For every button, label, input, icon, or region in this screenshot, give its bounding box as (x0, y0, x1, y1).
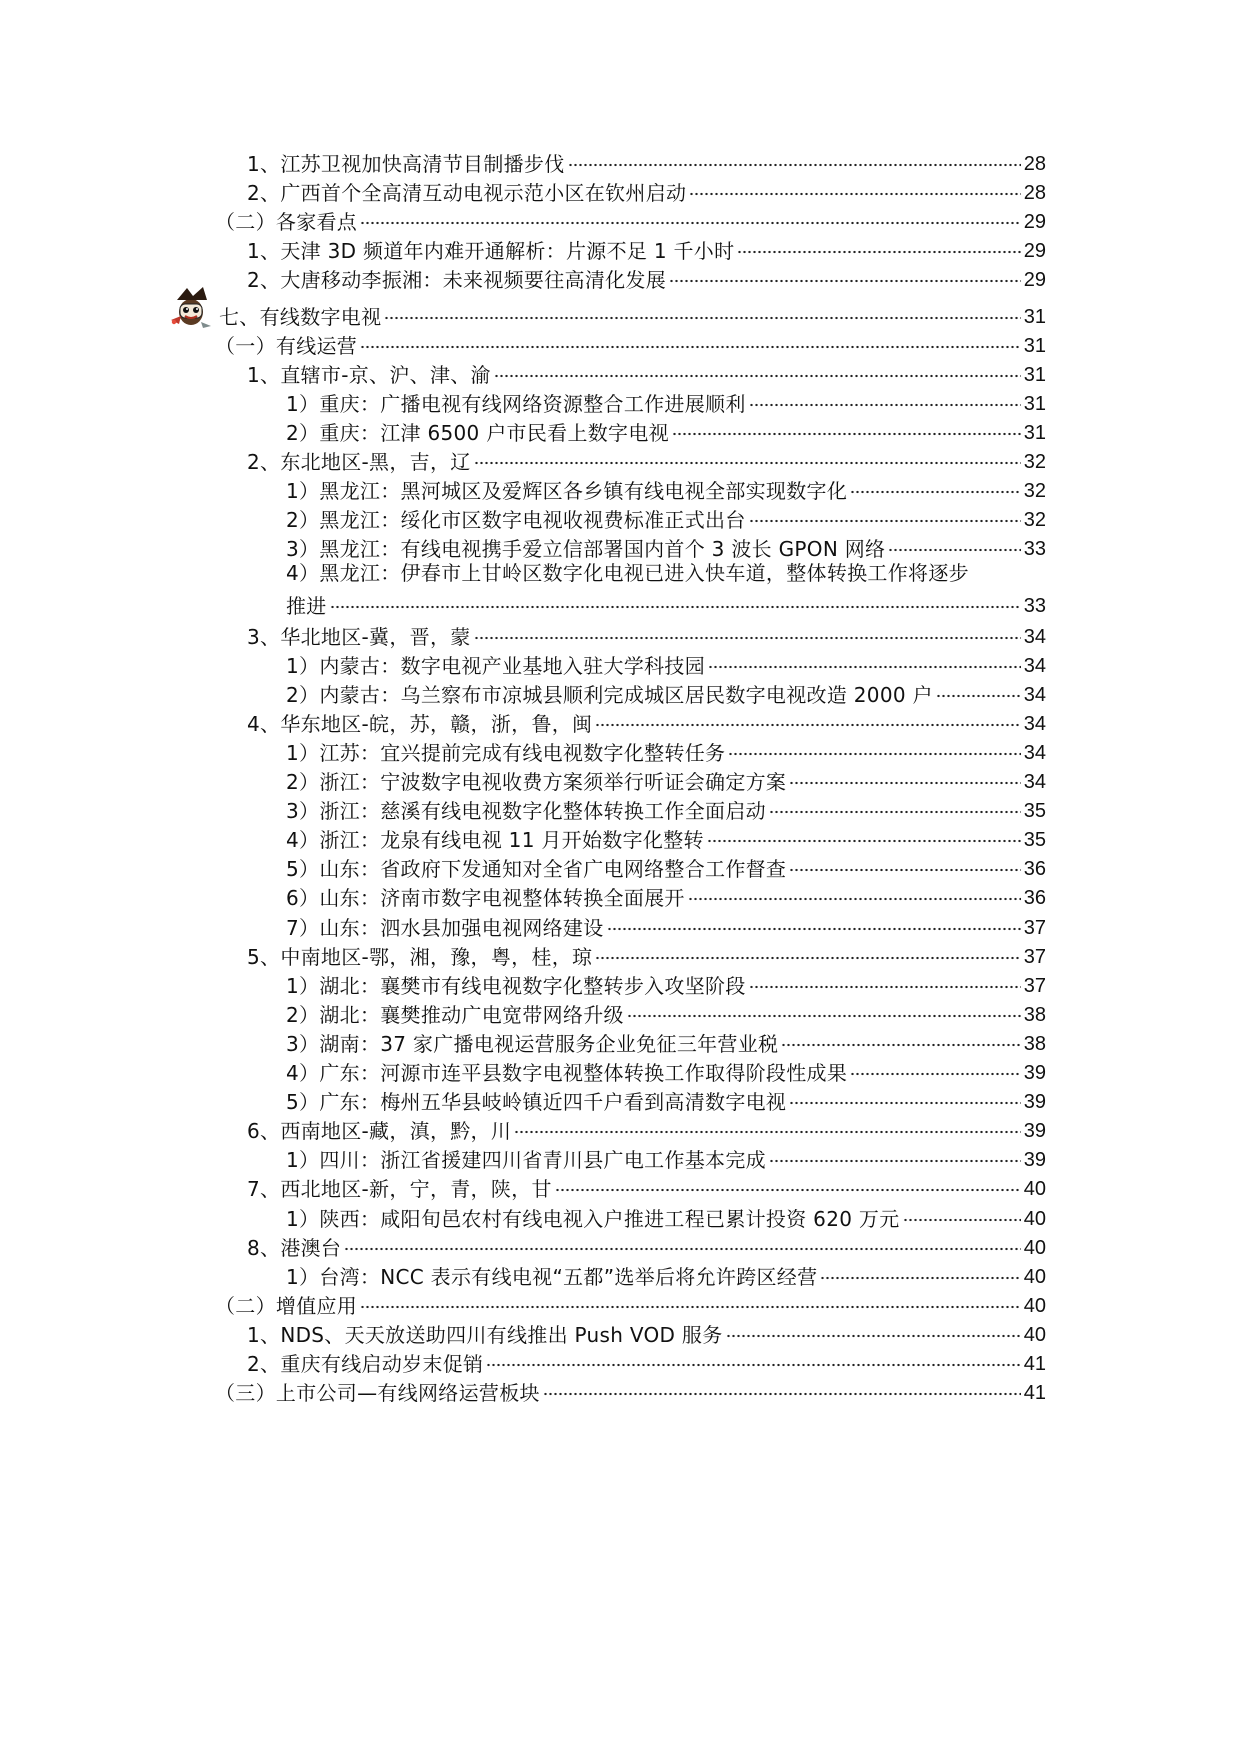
toc-entry[interactable] (286, 386, 1046, 416)
toc-entry[interactable] (286, 648, 1046, 678)
toc-page-number: 41 (1023, 1382, 1046, 1404)
toc-page-number: 35 (1023, 800, 1046, 822)
toc-entry-title: 1）重庆：广播电视有线网络资源整合工作进展顺利 (286, 392, 746, 416)
toc-entry[interactable] (247, 1171, 1046, 1201)
toc-entry[interactable] (286, 793, 1046, 823)
dot-leader (330, 602, 1021, 612)
toc-page-number: 39 (1023, 1149, 1046, 1171)
toc-entry[interactable] (286, 560, 1046, 618)
toc-entry-title: 3）湖南：37 家广播电视运营服务企业免征三年营业税 (286, 1032, 779, 1056)
toc-entry-title: 5）广东：梅州五华县岐岭镇近四千户看到高清数字电视 (286, 1090, 787, 1114)
dot-leader (749, 516, 1021, 526)
toc-page-number: 39 (1023, 1062, 1046, 1084)
dot-leader (568, 160, 1021, 170)
toc-entry-title: 3、华北地区-冀，晋，蒙 (247, 625, 471, 649)
toc-entry-title: 2）湖北：襄樊推动广电宽带网络升级 (286, 1003, 624, 1027)
toc-entry-title: 1、NDS、天天放送助四川有线推出 Push VOD 服务 (247, 1323, 723, 1347)
toc-page-number: 29 (1023, 240, 1046, 262)
toc-entry-title: 1）台湾：NCC 表示有线电视“五都”选举后将允许跨区经营 (286, 1265, 818, 1289)
toc-entry-title: 2、重庆有线启动岁末促销 (247, 1352, 484, 1376)
toc-page-number: 31 (1023, 364, 1046, 386)
toc-entry[interactable] (286, 473, 1046, 503)
toc-entry[interactable] (247, 357, 1046, 387)
dot-leader (707, 836, 1021, 846)
toc-page-number: 38 (1023, 1033, 1046, 1055)
dot-leader (749, 400, 1021, 410)
dot-leader (688, 894, 1021, 904)
toc-page-number: 31 (1023, 422, 1046, 444)
toc-entry-title: （一）有线运营 (215, 334, 358, 358)
dot-leader (474, 458, 1021, 468)
toc-entry-title: 3）浙江：慈溪有线电视数字化整体转换工作全面启动 (286, 799, 766, 823)
toc-entry[interactable] (247, 1113, 1046, 1143)
toc-entry-title: 5、中南地区-鄂，湘，豫，粤，桂，琼 (247, 945, 593, 969)
dot-leader (789, 865, 1021, 875)
toc-page-number: 40 (1023, 1237, 1046, 1259)
toc-entry-title: 2、广西首个全高清互动电视示范小区在钦州启动 (247, 181, 687, 205)
dot-leader (627, 1011, 1021, 1021)
toc-page-number: 32 (1023, 451, 1046, 473)
toc-page-number: 33 (1023, 538, 1046, 560)
toc-entry[interactable] (215, 1375, 1046, 1405)
toc-entry[interactable] (247, 444, 1046, 474)
toc-entry-title: 1、直辖市-京、沪、津、渝 (247, 363, 491, 387)
dot-leader (820, 1273, 1020, 1283)
dot-leader (672, 429, 1021, 439)
toc-entry-title: 6）山东：济南市数字电视整体转换全面展开 (286, 886, 685, 910)
cartoon-mascot-icon (167, 286, 215, 332)
toc-page-number: 37 (1023, 917, 1046, 939)
toc-entry-title: 2）内蒙古：乌兰察布市凉城县顺利完成城区居民数字电视改造 2000 户 (286, 683, 933, 707)
toc-entry-title: 1）黑龙江：黑河城区及爱辉区各乡镇有线电视全部实现数字化 (286, 479, 848, 503)
toc-entry-title: 2）重庆：江津 6500 户市民看上数字电视 (286, 421, 669, 445)
toc-page-number: 34 (1023, 713, 1046, 735)
toc-entry[interactable] (247, 175, 1046, 205)
toc-page-number: 29 (1023, 269, 1046, 291)
dot-leader (728, 749, 1020, 759)
dot-leader (726, 1331, 1021, 1341)
toc-page-number: 38 (1023, 1004, 1046, 1026)
toc-page-number: 40 (1023, 1295, 1046, 1317)
toc-entry[interactable] (286, 968, 1046, 998)
toc-page-number: 34 (1023, 626, 1046, 648)
dot-leader (903, 1215, 1021, 1225)
toc-page-number: 33 (1023, 595, 1046, 617)
toc-entry[interactable] (215, 1288, 1046, 1318)
toc-entry[interactable] (286, 764, 1046, 794)
toc-page-number: 39 (1023, 1091, 1046, 1113)
toc-entry[interactable] (286, 1201, 1046, 1231)
toc-entry-title: 2）黑龙江：绥化市区数字电视收视费标准正式出台 (286, 508, 746, 532)
toc-page-number: 36 (1023, 858, 1046, 880)
toc-page-number: 40 (1023, 1208, 1046, 1230)
dot-leader (669, 276, 1021, 286)
toc-entry[interactable] (286, 880, 1046, 910)
toc-entry[interactable] (247, 233, 1046, 263)
toc-page-number: 34 (1023, 771, 1046, 793)
toc-page-number: 41 (1023, 1353, 1046, 1375)
toc-entry[interactable] (286, 415, 1046, 445)
toc-entry[interactable] (286, 531, 1046, 561)
dot-leader (344, 1244, 1021, 1254)
dot-leader (749, 982, 1021, 992)
dot-leader (360, 218, 1021, 228)
toc-page-number: 34 (1023, 655, 1046, 677)
toc-page-number: 35 (1023, 829, 1046, 851)
toc-entry[interactable] (247, 262, 1046, 292)
toc-entry-title: 2、大唐移动李振湘：未来视频要往高清化发展 (247, 268, 667, 292)
dot-leader (781, 1040, 1020, 1050)
toc-page-number: 31 (1023, 393, 1046, 415)
toc-page-number: 32 (1023, 509, 1046, 531)
toc-page-number: 34 (1023, 684, 1046, 706)
toc-page-number: 39 (1023, 1120, 1046, 1142)
toc-entry[interactable] (247, 706, 1046, 736)
toc-entry[interactable] (247, 1230, 1046, 1260)
toc-entry[interactable] (286, 1259, 1046, 1289)
toc-page-number: 40 (1023, 1178, 1046, 1200)
toc-entry-title: 8、港澳台 (247, 1236, 342, 1260)
dot-leader (689, 189, 1020, 199)
toc-entry[interactable] (247, 146, 1046, 176)
toc-page-number: 36 (1023, 887, 1046, 909)
dot-leader (384, 313, 1020, 323)
dot-leader (607, 924, 1021, 934)
toc-page-number: 28 (1023, 153, 1046, 175)
toc-page-number: 32 (1023, 480, 1046, 502)
toc-entry-title: 5）山东：省政府下发通知对全省广电网络整合工作督查 (286, 857, 787, 881)
toc-entry-title: 2）浙江：宁波数字电视收费方案须举行听证会确定方案 (286, 770, 787, 794)
toc-entry[interactable] (247, 939, 1046, 969)
toc-entry[interactable] (286, 822, 1046, 852)
toc-entry-title: 1）湖北：襄樊市有线电视数字化整转步入攻坚阶段 (286, 974, 746, 998)
toc-entry[interactable] (286, 735, 1046, 765)
toc-entry-title: 4）黑龙江：伊春市上甘岭区数字化电视已进入快车道，整体转换工作将逐步 (286, 561, 969, 585)
toc-entry[interactable] (247, 619, 1046, 649)
toc-entry[interactable] (286, 1055, 1046, 1085)
toc-entry[interactable] (219, 299, 1046, 329)
toc-entry-title: 1）四川：浙江省援建四川省青川县广电工作基本完成 (286, 1148, 766, 1172)
toc-entry-title: 7、西北地区-新，宁，青，陕，甘 (247, 1177, 552, 1201)
toc-entry-title: 七、有线数字电视 (219, 305, 382, 329)
dot-leader (769, 807, 1021, 817)
toc-entry[interactable] (215, 328, 1046, 358)
toc-page-number: 40 (1023, 1266, 1046, 1288)
toc-entry[interactable] (247, 1317, 1046, 1347)
toc-entry-title: （二）增值应用 (215, 1294, 358, 1318)
dot-leader (486, 1360, 1020, 1370)
toc-page-number: 28 (1023, 182, 1046, 204)
toc-entry-title: 4）浙江：龙泉有线电视 11 月开始数字化整转 (286, 828, 704, 852)
dot-leader (737, 247, 1020, 257)
dot-leader (769, 1156, 1021, 1166)
toc-entry[interactable] (215, 204, 1046, 234)
toc-entry[interactable] (286, 997, 1046, 1027)
dot-leader (360, 342, 1021, 352)
toc-entry[interactable] (286, 1142, 1046, 1172)
toc-entry-title: （二）各家看点 (215, 210, 358, 234)
toc-page-number: 40 (1023, 1324, 1046, 1346)
toc-entry[interactable] (286, 1026, 1046, 1056)
toc-entry-title: 1）江苏：宜兴提前完成有线电视数字化整转任务 (286, 741, 726, 765)
dot-leader (514, 1127, 1021, 1137)
dot-leader (474, 633, 1021, 643)
dot-leader (936, 691, 1021, 701)
dot-leader (789, 778, 1021, 788)
dot-leader (555, 1185, 1021, 1195)
toc-page-number: 34 (1023, 742, 1046, 764)
toc-entry[interactable] (286, 1084, 1046, 1114)
toc-entry-title: 7）山东：泗水县加强电视网络建设 (286, 916, 604, 940)
dot-leader (595, 720, 1020, 730)
toc-entry-title: 4）广东：河源市连平县数字电视整体转换工作取得阶段性成果 (286, 1061, 848, 1085)
toc-entry-title: 1）内蒙古：数字电视产业基地入驻大学科技园 (286, 654, 706, 678)
toc-entry[interactable] (286, 910, 1046, 940)
toc-entry-title: （三）上市公司—有线网络运营板块 (215, 1381, 540, 1405)
toc-page-number: 37 (1023, 975, 1046, 997)
toc-entry-title: 2、东北地区-黑，吉，辽 (247, 450, 471, 474)
dot-leader (708, 662, 1021, 672)
toc-entry[interactable] (247, 1346, 1046, 1376)
toc-entry-title: 1）陕西：咸阳旬邑农村有线电视入户推进工程已累计投资 620 万元 (286, 1207, 900, 1231)
toc-entry-title: 6、西南地区-藏，滇，黔，川 (247, 1119, 512, 1143)
toc-entry-title-continued: 推进 (286, 594, 327, 618)
dot-leader (789, 1098, 1021, 1108)
dot-leader (850, 487, 1021, 497)
toc-entry-title: 1、天津 3D 频道年内难开通解析：片源不足 1 千小时 (247, 239, 735, 263)
dot-leader (360, 1302, 1021, 1312)
toc-page-number: 29 (1023, 211, 1046, 233)
toc-entry[interactable] (286, 677, 1046, 707)
toc-entry[interactable] (286, 851, 1046, 881)
dot-leader (543, 1389, 1021, 1399)
dot-leader (595, 953, 1020, 963)
toc-page-number: 31 (1023, 306, 1046, 328)
dot-leader (494, 371, 1021, 381)
toc-entry-title: 1、江苏卫视加快高清节目制播步伐 (247, 152, 565, 176)
toc-entry[interactable] (286, 502, 1046, 532)
toc-page-number: 37 (1023, 946, 1046, 968)
dot-leader (850, 1069, 1021, 1079)
toc-entry-title: 4、华东地区-皖，苏，赣，浙，鲁，闽 (247, 712, 593, 736)
dot-leader (888, 545, 1020, 555)
toc-entry-title: 3）黑龙江：有线电视携手爱立信部署国内首个 3 波长 GPON 网络 (286, 537, 886, 561)
toc-page-number: 31 (1023, 335, 1046, 357)
